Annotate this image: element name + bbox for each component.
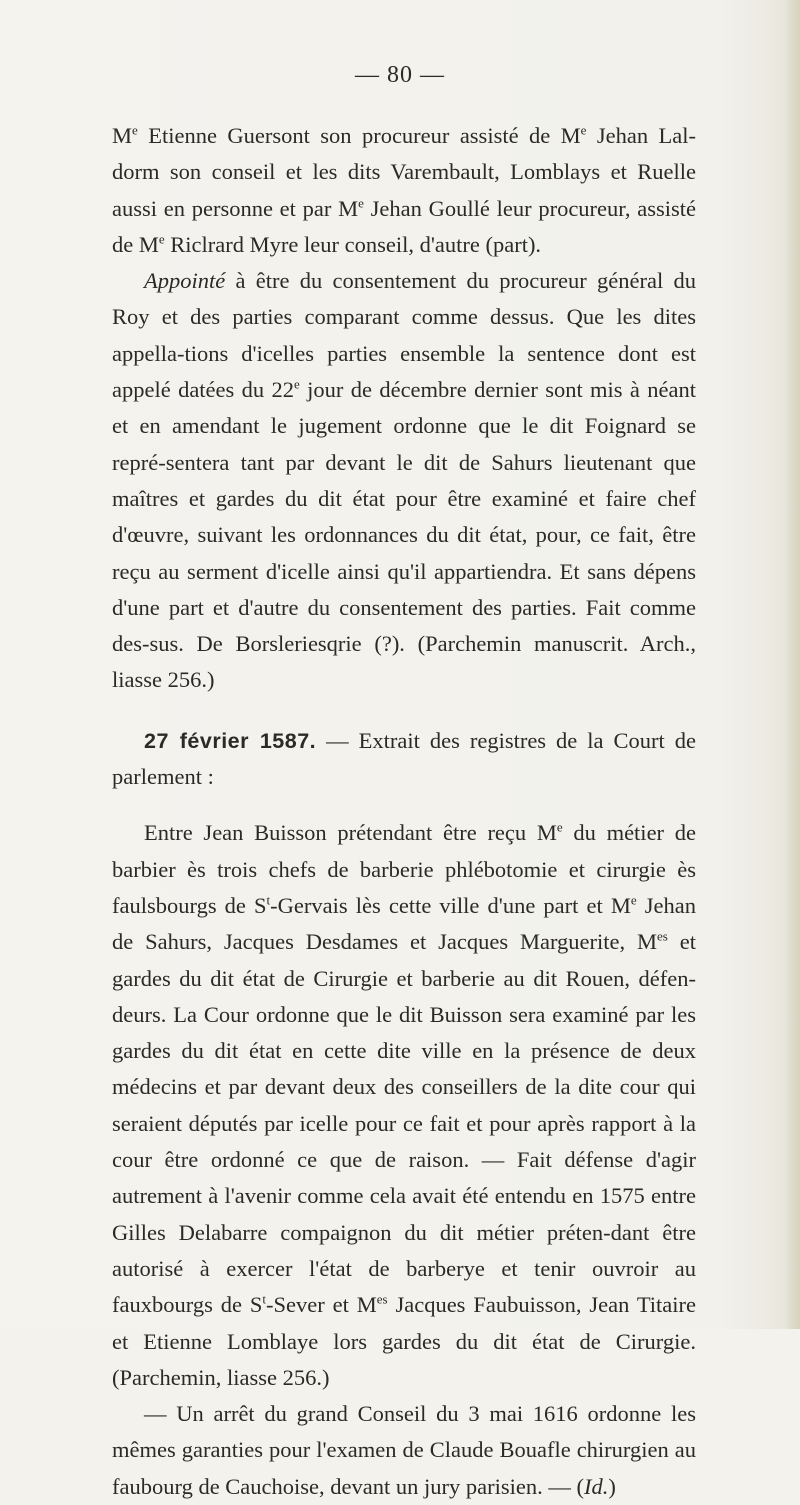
paragraph-buisson [112,815,696,1396]
text-run: -Gervais lès cette ville d'une part et M [270,892,631,918]
superscript: e [294,376,300,392]
paragraph-appointe [112,263,696,699]
superscript: e [556,819,563,835]
paragraph-arret [112,1396,696,1505]
italic-term: Id. [583,1473,609,1499]
superscript: e [630,892,637,908]
text-run: — Extrait des registres de la Court de parlement : [112,727,696,790]
text-run: Etienne Guersont son procureur assisté de M [137,123,581,148]
text-run: Jehan Goullé leur procureur, assisté de M [112,195,696,257]
page-number: — 80 — [355,62,445,88]
text-run: Jehan de Sahurs, Jacques Desdames et Jacques Marguerite, M [112,892,696,955]
superscript: e [132,122,138,138]
italic-term: Appointé [144,268,226,294]
text-run: et gardes du dit état de Cirurgie et barberie au dit Rouen, défen-deurs. La Cour ordonne que le dit Buisson sera examiné par les gardes du dit état en cette dite ville en la présence de deux médecins et par devant deux des conseillers de la dite cour qui seraient députés par icelle pour ce fait et pour après rapport à la cour être ordonné ce que de raison. — Fait défense d'agir autrement à l'avenir comme cela avait été entendu en 1575 entre Gilles Delabarre compaignon du dit métier préten-dant être autorisé à exercer l'état de barberye et tenir ouvroir au fauxbourgs de S [112,929,696,1318]
superscript: t [262,1291,266,1307]
superscript: es [376,1291,388,1307]
text-run: — Un arrêt du grand Conseil du 3 mai 1616 ordonne les mêmes garanties pour l'examen de Claude Bouafle chirurgien au faubourg de Cauchoise, devant un jury parisien. — ( [112,1401,696,1499]
page-edge-shadow [786,0,800,1329]
text-run: Jehan Lal-dorm son conseil et les dits Varembault, Lomblays et Ruelle aussi en personne et par M [112,123,696,221]
text-run: à être du consentement du procureur général du Roy et des parties comparant comme dessus. Que les dites appella-tions d'icelles parties ensemble la sentence dont est appelé datées du 22 [112,268,696,403]
superscript: e [358,195,364,211]
superscript: t [266,892,271,908]
superscript: e [580,122,587,138]
text-run: du métier de barbier ès trois chefs de barberie phlébotomie et cirurgie ès faulsbourgs de S [112,820,696,918]
paragraph-parties [112,118,696,263]
text-run: M [112,123,133,148]
text-run: -Sever et M [265,1292,377,1318]
superscript: es [657,928,668,944]
entry-date: 27 février 1587. [144,728,317,753]
text-run: Riclrard Myre leur conseil, d'autre (part). [164,231,542,257]
superscript: e [158,231,165,247]
text-run: ) [608,1473,616,1499]
body-text [112,118,696,1505]
text-run: jour de décembre dernier sont mis à néant et en amendant le jugement ordonne que le dit Foignard se repré-sentera tant par devant le dit de Sahurs lieutenant que maîtres et gardes du dit état pour être examiné et faire chef d'œuvre, suivant les ordonnances du dit état, pour, ce fait, être reçu au serment d'icelle ainsi qu'il appartiendra. Et sans dépens d'une part et d'autre du consentement des parties. Fait comme des-sus. De Borsleriesqrie (?). (Parchemin manuscrit. Arch., liasse 256.) [112,377,696,693]
entry-heading-paragraph [112,723,696,796]
text-run: Entre Jean Buisson prétendant être reçu M [144,820,557,846]
text-run: Jacques Faubuisson, Jean Titaire et Etienne Lomblaye lors gardes du dit état de Cirurgie. (Parchemin, liasse 256.) [112,1292,696,1390]
